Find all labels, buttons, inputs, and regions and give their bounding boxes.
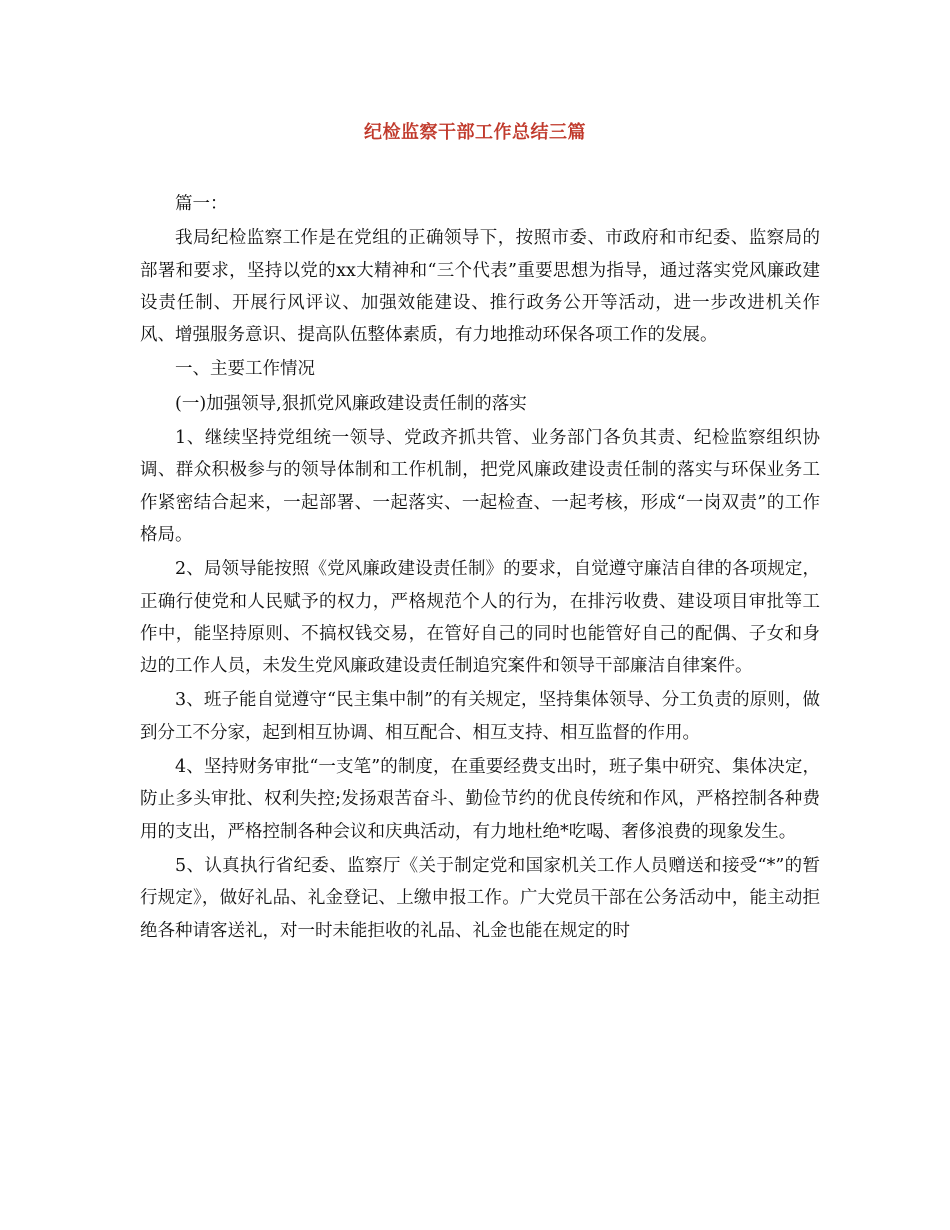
document-body [140, 188, 820, 949]
body-paragraph-item-1: 1、继续坚持党组统一领导、党政齐抓共管、业务部门各负其责、纪检监察组织协调、群众积极参与的领导体制和工作机制，把党风廉政建设责任制的落实与环保业务工作紧密结合起来，一起部署、一起落实、一起检查、一起考核，形成“一岗双责”的工作格局。 [140, 428, 820, 545]
body-paragraph-item-3: 3、班子能自觉遵守“民主集中制”的有关规定，坚持集体领导、分工负责的原则，做到分工不分家，起到相互协调、相互配合、相互支持、相互监督的作用。 [140, 690, 820, 743]
subsection-heading: (一)加强领导,狠抓党风廉政建设责任制的落实 [175, 393, 527, 414]
body-paragraph-intro: 我局纪检监察工作是在党组的正确领导下，按照市委、市政府和市纪委、监察局的部署和要求，坚持以党的xx大精神和“三个代表”重要思想为指导，通过落实党风廉政建设责任制、开展行风评议、加强效能建设、推行政务公开等活动，进一步改进机关作风、增强服务意识、提高队伍整体素质，有力地推动环保各项工作的发展。 [140, 228, 820, 346]
body-paragraph-item-5: 5、认真执行省纪委、监察厅《关于制定党和国家机关工作人员赠送和接受“*”的暂行规定》，做好礼品、礼金登记、上缴申报工作。广大党员干部在公务活动中，能主动拒绝各种请客送礼，对一时未能拒收的礼品、礼金也能在规定的时 [140, 855, 820, 941]
body-paragraph-item-4: 4、坚持财务审批“一支笔”的制度，在重要经费支出时，班子集中研究、集体决定，防止多头审批、权利失控;发扬艰苦奋斗、勤俭节约的优良传统和作风，严格控制各种费用的支出，严格控制各种会议和庆典活动，有力地杜绝*吃喝、奢侈浪费的现象发生。 [140, 757, 820, 842]
body-paragraph-item-2: 2、局领导能按照《党风廉政建设责任制》的要求，自觉遵守廉洁自律的各项规定，正确行使党和人民赋予的权力，严格规范个人的行为，在排污收费、建设项目审批等工作中，能坚持原则、不搞权钱交易，在管好自己的同时也能管好自己的配偶、子女和身边的工作人员，未发生党风廉政建设责任制追究案件和领导干部廉洁自律案件。 [140, 559, 820, 677]
section-heading-main-work: 一、主要工作情况 [175, 359, 315, 380]
section-heading-part-one: 篇一： [175, 194, 228, 214]
document-title: 纪检监察干部工作总结三篇 [364, 122, 586, 143]
